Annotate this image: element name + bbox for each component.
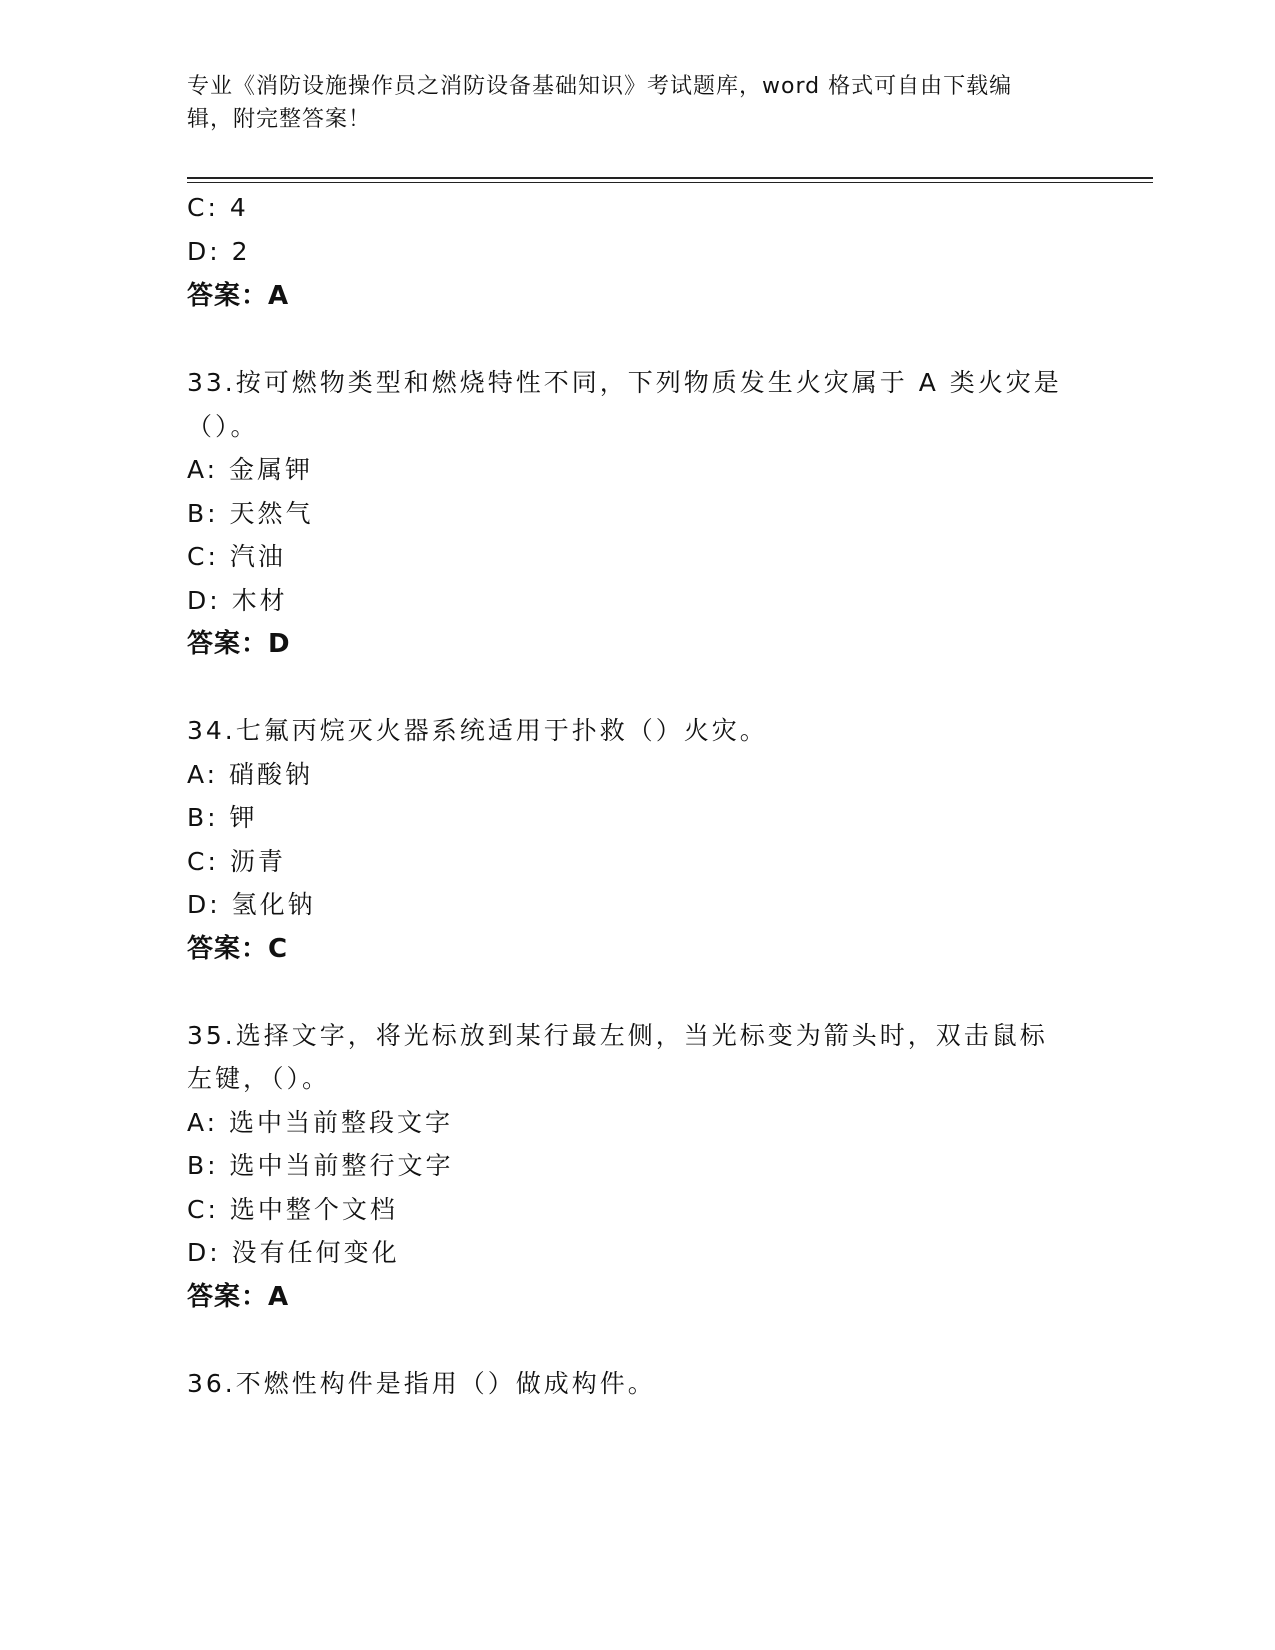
question-33-option-d: D: 木材 — [187, 586, 288, 615]
header-divider-thick — [187, 177, 1153, 179]
header-divider-thin — [187, 182, 1153, 183]
question-35-option-c: C: 选中整个文档 — [187, 1195, 398, 1224]
question-33-answer: 答案：D — [187, 629, 291, 659]
question-34-option-d: D: 氢化钠 — [187, 890, 316, 919]
question-34-stem: 34.七氟丙烷灭火器系统适用于扑救（）火灾。 — [187, 716, 768, 745]
question-33-option-a: A: 金属钾 — [187, 455, 314, 484]
question-34-option-b: B: 钾 — [187, 803, 258, 832]
question-35-option-d: D: 没有任何变化 — [187, 1238, 400, 1267]
question-33-stem-line-2: （）。 — [187, 412, 259, 441]
question-33-option-c: C: 汽油 — [187, 542, 286, 571]
question-35-option-b: B: 选中当前整行文字 — [187, 1151, 454, 1180]
header-line-1: 专业《消防设施操作员之消防设备基础知识》考试题库，word 格式可自由下载编 — [187, 74, 1013, 99]
question-35-answer: 答案：A — [187, 1282, 290, 1312]
answer: 答案：A — [187, 281, 290, 311]
header-line-2: 辑，附完整答案！ — [187, 107, 372, 132]
question-34-option-c: C: 沥青 — [187, 847, 286, 876]
question-33-option-b: B: 天然气 — [187, 499, 314, 528]
option-d: D: 2 — [187, 237, 251, 266]
question-34-option-a: A: 硝酸钠 — [187, 760, 314, 789]
question-34-answer: 答案：C — [187, 934, 289, 964]
question-35-stem-line-2: 左键，（）。 — [187, 1064, 331, 1093]
option-c: C: 4 — [187, 193, 249, 222]
document-header — [187, 70, 1077, 136]
question-33-stem-line-1: 33.按可燃物类型和燃烧特性不同，下列物质发生火灾属于 A 类火灾是 — [187, 368, 1062, 397]
question-36-stem: 36.不燃性构件是指用（）做成构件。 — [187, 1369, 656, 1398]
question-35-option-a: A: 选中当前整段文字 — [187, 1108, 454, 1137]
question-35-stem-line-1: 35.选择文字，将光标放到某行最左侧，当光标变为箭头时，双击鼠标 — [187, 1021, 1048, 1050]
